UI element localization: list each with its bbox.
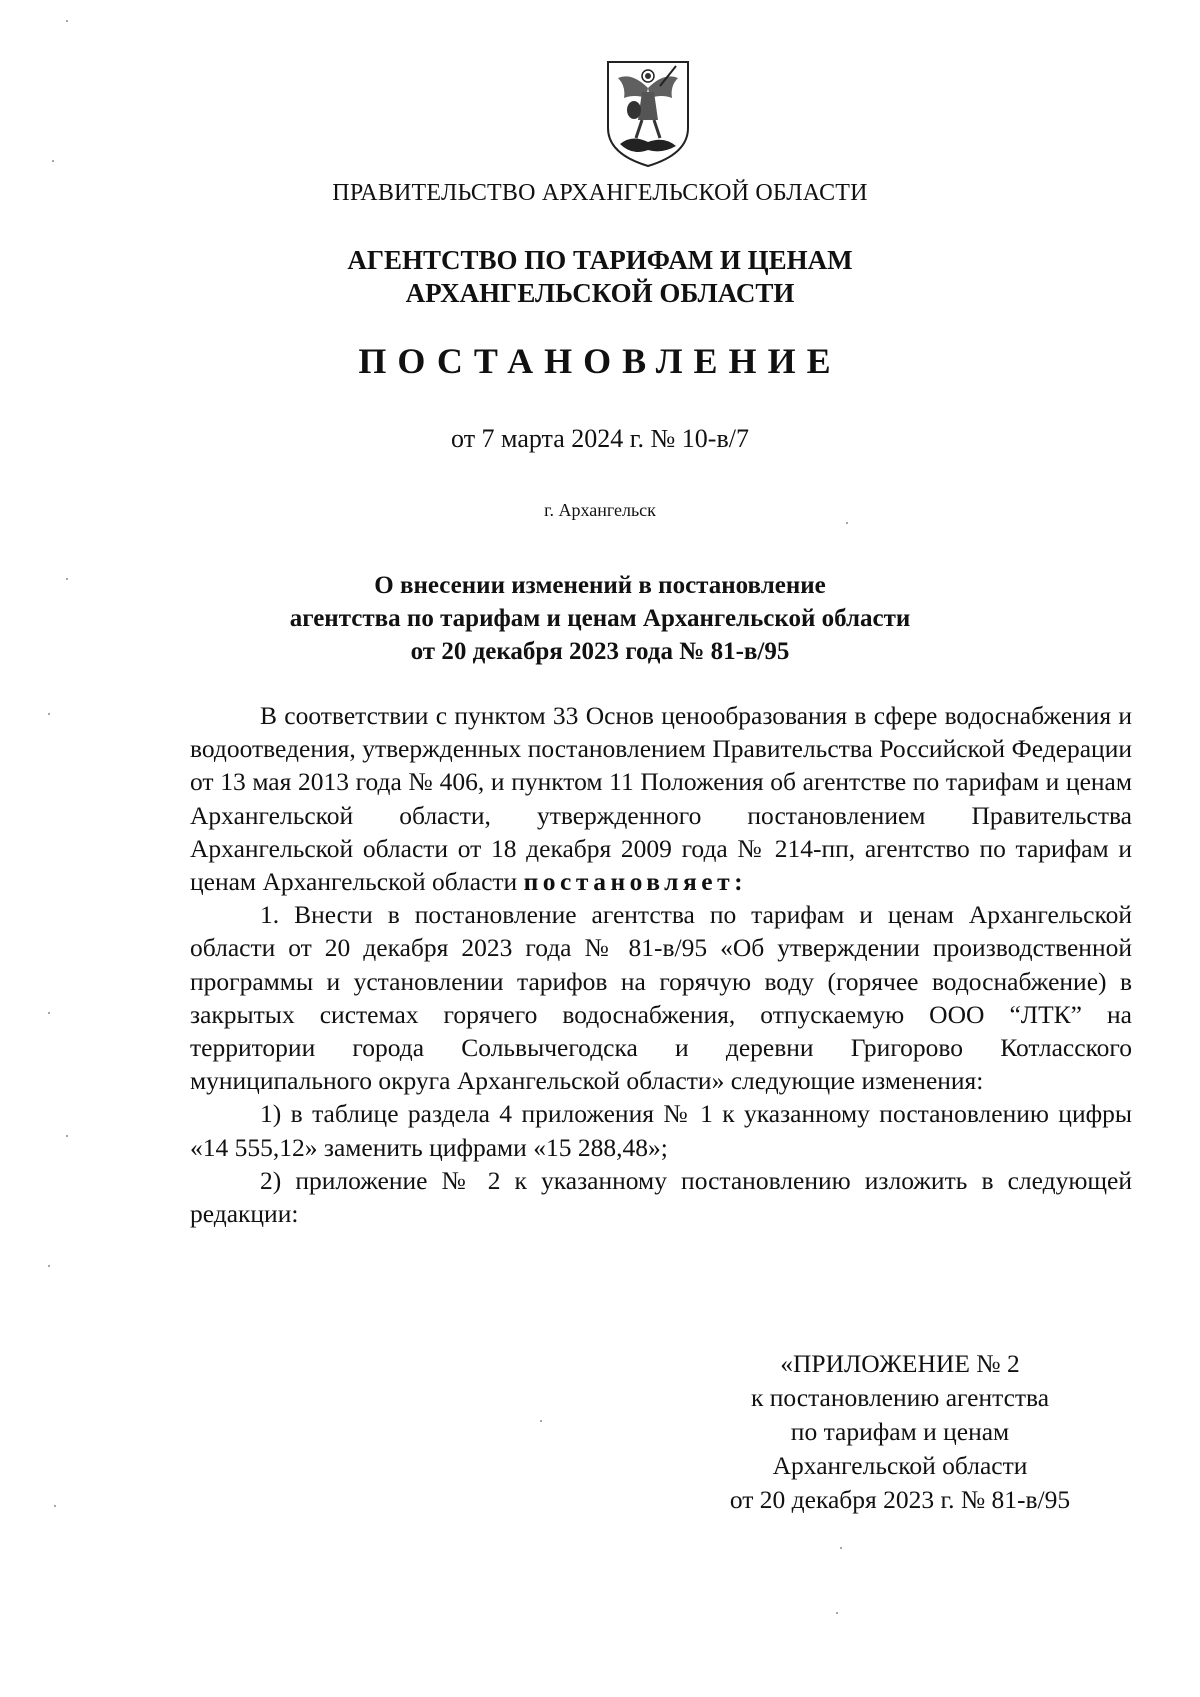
subject-line-2: агентства по тарифам и ценам Архангельской области bbox=[289, 605, 911, 632]
scan-speck bbox=[540, 1420, 542, 1422]
item-1-paragraph: 1. Внести в постановление агентства по тарифам и ценам Архангельской области от 20 декабря 2023 года № 81-в/95 «Об утверждении производственной программы и установлении тарифов на горячую воду (горячее водоснабжение) в закрытых системах горячего водоснабжения, отпускаемую ООО “ЛТК” на территории города Сольвычегодска и деревни Григорово Котласского муниципального округа Архангельской области» следующие изменения: bbox=[190, 900, 1132, 1096]
scan-speck bbox=[846, 522, 848, 524]
decides-text: постановляет: bbox=[523, 867, 748, 897]
arkhangelsk-coat-of-arms-icon bbox=[602, 58, 694, 168]
appendix-header bbox=[690, 1347, 1110, 1517]
appendix-line-4: Архангельской области bbox=[772, 1451, 1028, 1480]
scan-speck bbox=[66, 1135, 68, 1137]
scan-speck bbox=[48, 713, 50, 715]
document-type: ПОСТАНОВЛЕНИЕ bbox=[358, 341, 842, 381]
appendix-line-2: к постановлению агентства bbox=[750, 1383, 1050, 1412]
subitem-2-paragraph: 2) приложение № 2 к указанному постановлению изложить в следующей редакции: bbox=[190, 1165, 1132, 1229]
agency-line-1: АГЕНТСТВО ПО ТАРИФАМ И ЦЕНАМ bbox=[347, 245, 853, 275]
appendix-line-5: от 20 декабря 2023 г. № 81-в/95 bbox=[729, 1485, 1071, 1514]
scan-speck bbox=[52, 160, 54, 162]
scan-speck bbox=[54, 1505, 56, 1507]
subject-line-1: О внесении изменений в постановление bbox=[374, 572, 826, 599]
scan-speck bbox=[66, 578, 68, 580]
document-city: г. Архангельск bbox=[544, 500, 656, 520]
scan-speck bbox=[48, 1265, 50, 1267]
subject-line-3: от 20 декабря 2023 года № 81-в/95 bbox=[410, 638, 790, 665]
appendix-line-3: по тарифам и ценам bbox=[790, 1417, 1010, 1446]
document-date-number: от 7 марта 2024 г. № 10-в/7 bbox=[451, 424, 749, 453]
document-subject bbox=[0, 569, 1200, 668]
preamble-text: В соответствии с пунктом 33 Основ ценообразования в сфере водоснабжения и водоотведения, утвержденных постановлением Правительства Российской Федерации от 13 мая 2013 года № 406, и пунктом 11 Положения об агентстве по тарифам и ценам Архангельской области, утвержденного постановлением Правительства Архангельской области от 18 декабря 2009 года № 214-пп, агентство по тарифам и ценам Архангельской области bbox=[190, 701, 1132, 897]
government-header: ПРАВИТЕЛЬСТВО АРХАНГЕЛЬСКОЙ ОБЛАСТИ bbox=[332, 180, 868, 206]
subitem-1-paragraph: 1) в таблице раздела 4 приложения № 1 к указанному постановлению цифры «14 555,12» заменить цифрами «15 288,48»; bbox=[190, 1099, 1132, 1162]
appendix-line-1: «ПРИЛОЖЕНИЕ № 2 bbox=[780, 1349, 1020, 1378]
scan-speck bbox=[66, 20, 68, 22]
scan-speck bbox=[48, 1012, 50, 1014]
scan-speck bbox=[840, 1547, 842, 1549]
agency-line-2: АРХАНГЕЛЬСКОЙ ОБЛАСТИ bbox=[405, 278, 795, 308]
document-body bbox=[190, 699, 1132, 1230]
scan-speck bbox=[836, 1612, 838, 1614]
preamble-paragraph bbox=[190, 699, 1132, 898]
agency-header bbox=[0, 244, 1200, 310]
